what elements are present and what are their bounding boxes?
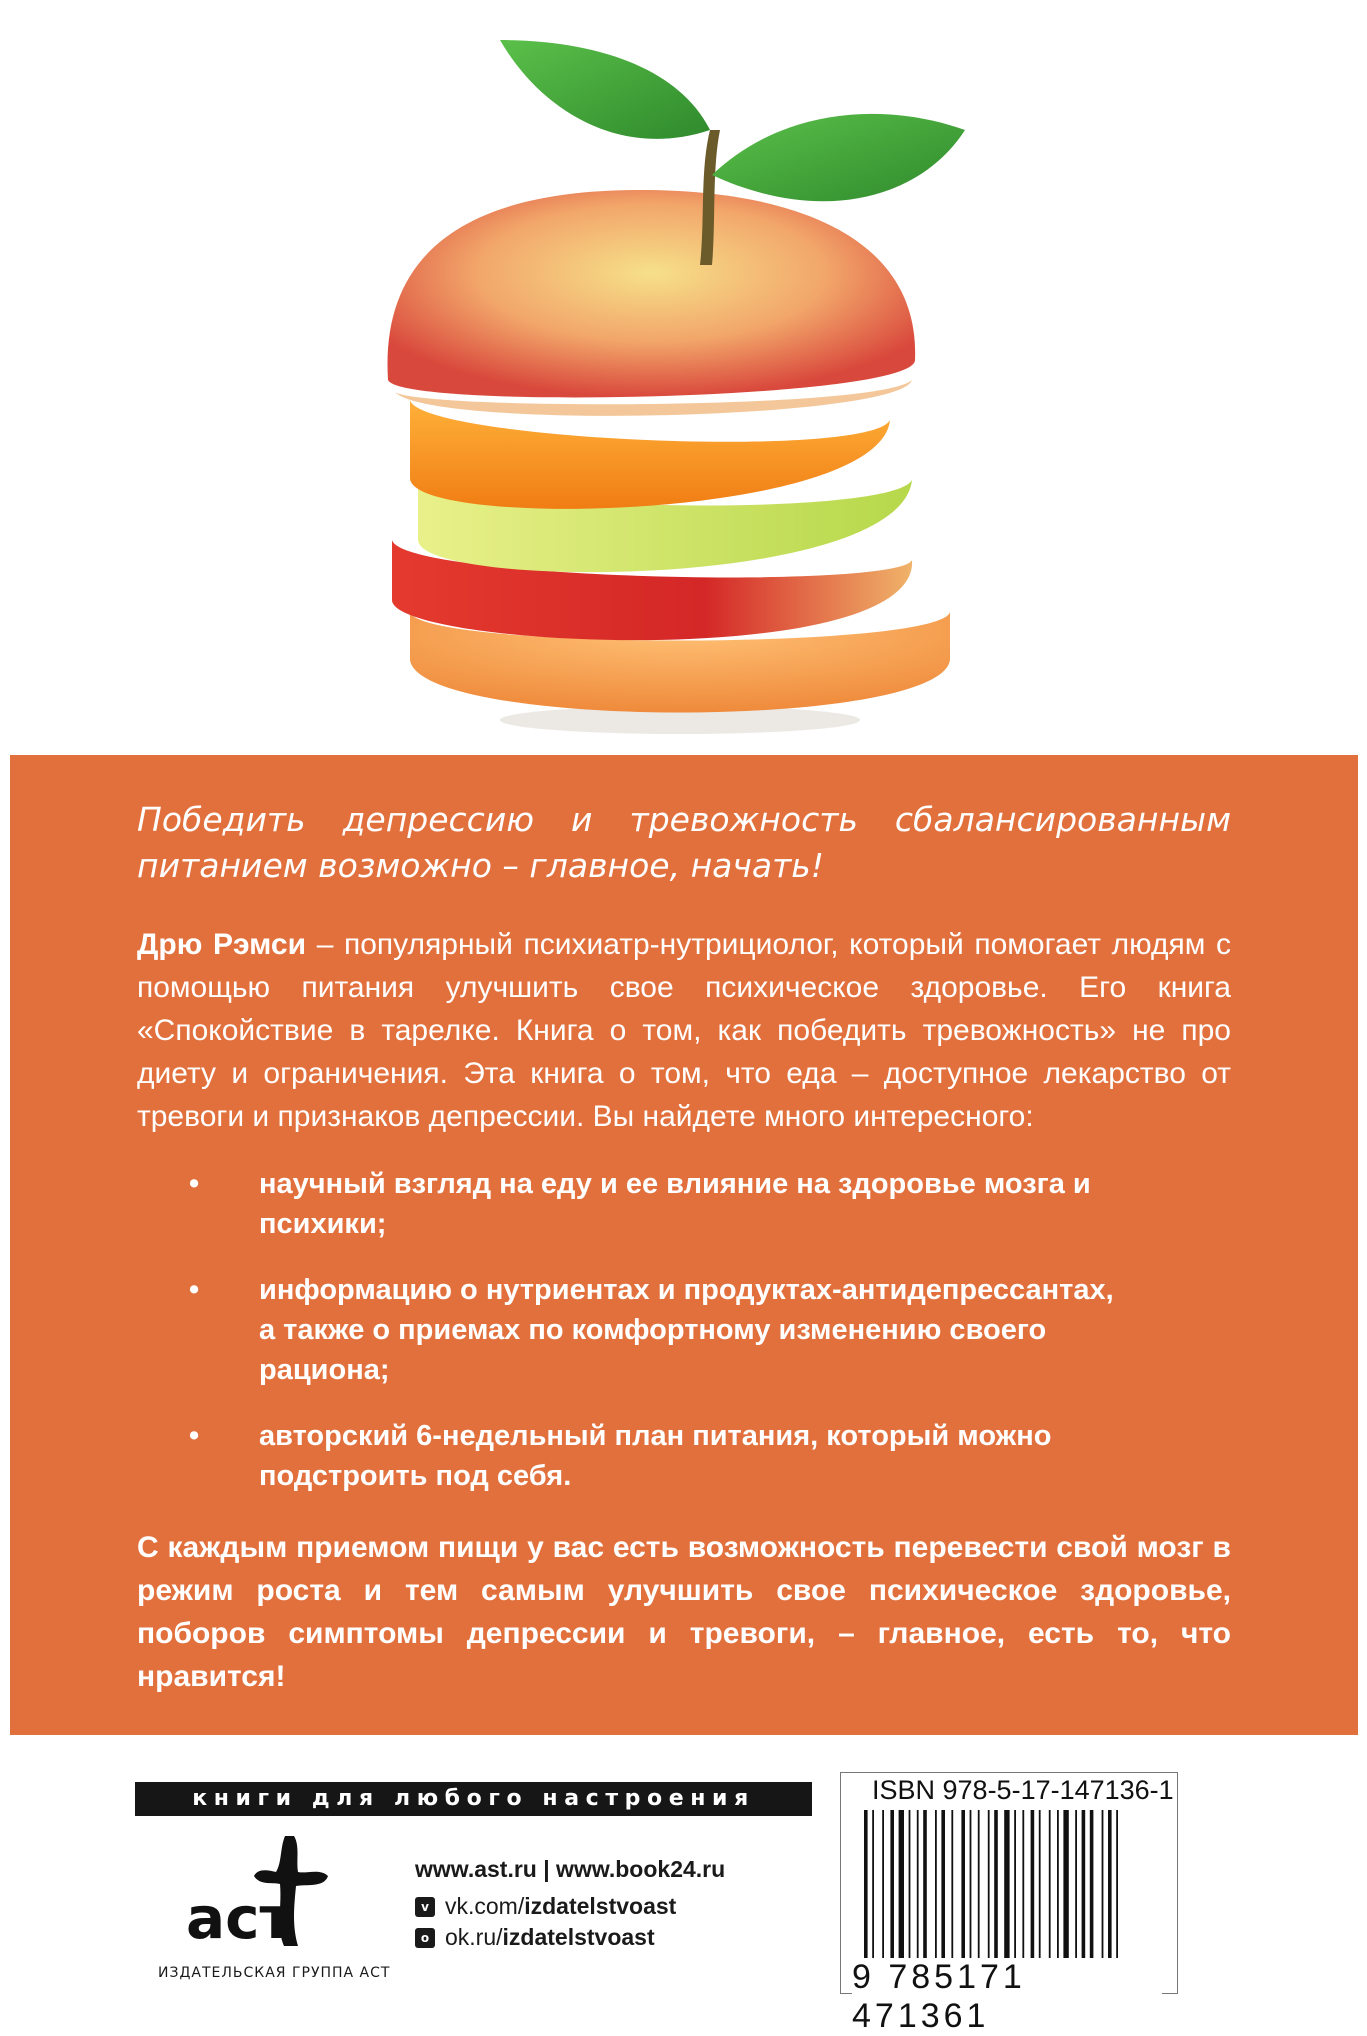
bullet-dot: • bbox=[189, 1168, 200, 1200]
barcode-bar bbox=[923, 1810, 927, 1968]
website-links[interactable]: www.ast.ru | www.book24.ru bbox=[415, 1856, 726, 1882]
intro-paragraph bbox=[137, 923, 1231, 1138]
ast-logo bbox=[180, 1828, 360, 1958]
barcode bbox=[862, 1810, 1162, 1968]
barcode-bar bbox=[988, 1810, 990, 1968]
barcode-bar bbox=[1049, 1810, 1051, 1968]
list-item: • информацию о нутриентах и продуктах-антидепрессантах, а также о приемах по комфортному изменению своего рациона; bbox=[137, 1270, 1231, 1390]
barcode-bar bbox=[1022, 1810, 1024, 1968]
svg-text:аст: аст bbox=[186, 1884, 294, 1952]
barcode-bar bbox=[970, 1810, 972, 1968]
vk-link[interactable]: v vk.com/ izdatelstvoast bbox=[415, 1893, 676, 1920]
barcode-bar bbox=[1102, 1810, 1104, 1968]
author-name: Дрю Рэмси bbox=[137, 928, 307, 961]
barcode-bar bbox=[1031, 1810, 1035, 1968]
barcode-bar bbox=[872, 1810, 874, 1968]
publisher-caption: ИЗДАТЕЛЬСКАЯ ГРУППА АСТ bbox=[158, 1965, 391, 1981]
barcode-bar bbox=[1075, 1810, 1077, 1968]
ok-icon: o bbox=[415, 1928, 435, 1948]
isbn-label: ISBN 978-5-17-147136-1 bbox=[872, 1775, 1174, 1805]
barcode-digits: 9 785171 471361 bbox=[852, 1958, 1162, 2036]
list-item: • научный взгляд на еду и ее влияние на здоровье мозга и психики; bbox=[137, 1164, 1231, 1244]
barcode-bar bbox=[941, 1810, 945, 1968]
closing-paragraph: С каждым приемом пищи у вас есть возможность перевести свой мозг в режим роста и тем самым улучшить свое психическое здоровье, поборов симптомы депрессии и тревоги, – главное, есть то, что нравится! bbox=[137, 1531, 1231, 1693]
barcode-bar bbox=[1004, 1810, 1009, 1968]
barcode-bar bbox=[935, 1810, 937, 1968]
barcode-bar bbox=[1108, 1810, 1112, 1968]
barcode-bar bbox=[899, 1810, 904, 1968]
barcode-bar bbox=[978, 1810, 980, 1968]
barcode-bar bbox=[951, 1810, 953, 1968]
list-item: • авторский 6-недельный план питания, который можно подстроить под себя. bbox=[137, 1416, 1231, 1496]
barcode-bar bbox=[1057, 1810, 1059, 1968]
barcode-bar bbox=[994, 1810, 998, 1968]
bullet-dot: • bbox=[189, 1420, 200, 1452]
bullet-dot: • bbox=[189, 1274, 200, 1306]
barcode-bar bbox=[909, 1810, 911, 1968]
lead-text: Победить депрессию и тревожность сбалансированным питанием возможно – главное, начать! bbox=[137, 800, 1231, 885]
barcode-bar bbox=[1014, 1810, 1016, 1968]
barcode-bar bbox=[882, 1810, 884, 1968]
barcode-bar bbox=[864, 1810, 868, 1968]
barcode-bar bbox=[1090, 1810, 1094, 1968]
ok-link[interactable]: o ok.ru/ izdatelstvoast bbox=[415, 1924, 655, 1951]
barcode-bar bbox=[1116, 1810, 1118, 1968]
barcode-bar bbox=[890, 1810, 894, 1968]
intro-text: – популярный психиатр-нутрициолог, который помогает людям с помощью питания улучшить свое психическое здоровье. Его книга «Спокойствие в тарелке. Книга о том, как победить тревожность» не про диету и ограничения. Эта книга о том, что еда – доступное лекарство от тревоги и признаков депрессии. Вы найдете много интересного: bbox=[137, 928, 1231, 1133]
description-panel bbox=[10, 755, 1358, 1735]
slogan-bar: книги для любого настроения здесь bbox=[135, 1782, 812, 1816]
barcode-bar bbox=[961, 1810, 965, 1968]
barcode-bar bbox=[1063, 1810, 1068, 1968]
barcode-bar bbox=[1039, 1810, 1041, 1968]
feature-list bbox=[137, 1164, 1231, 1496]
vk-icon: v bbox=[415, 1897, 435, 1917]
fruit-stack-illustration bbox=[0, 0, 1367, 755]
barcode-bar bbox=[1082, 1810, 1086, 1968]
barcode-bar bbox=[917, 1810, 919, 1968]
